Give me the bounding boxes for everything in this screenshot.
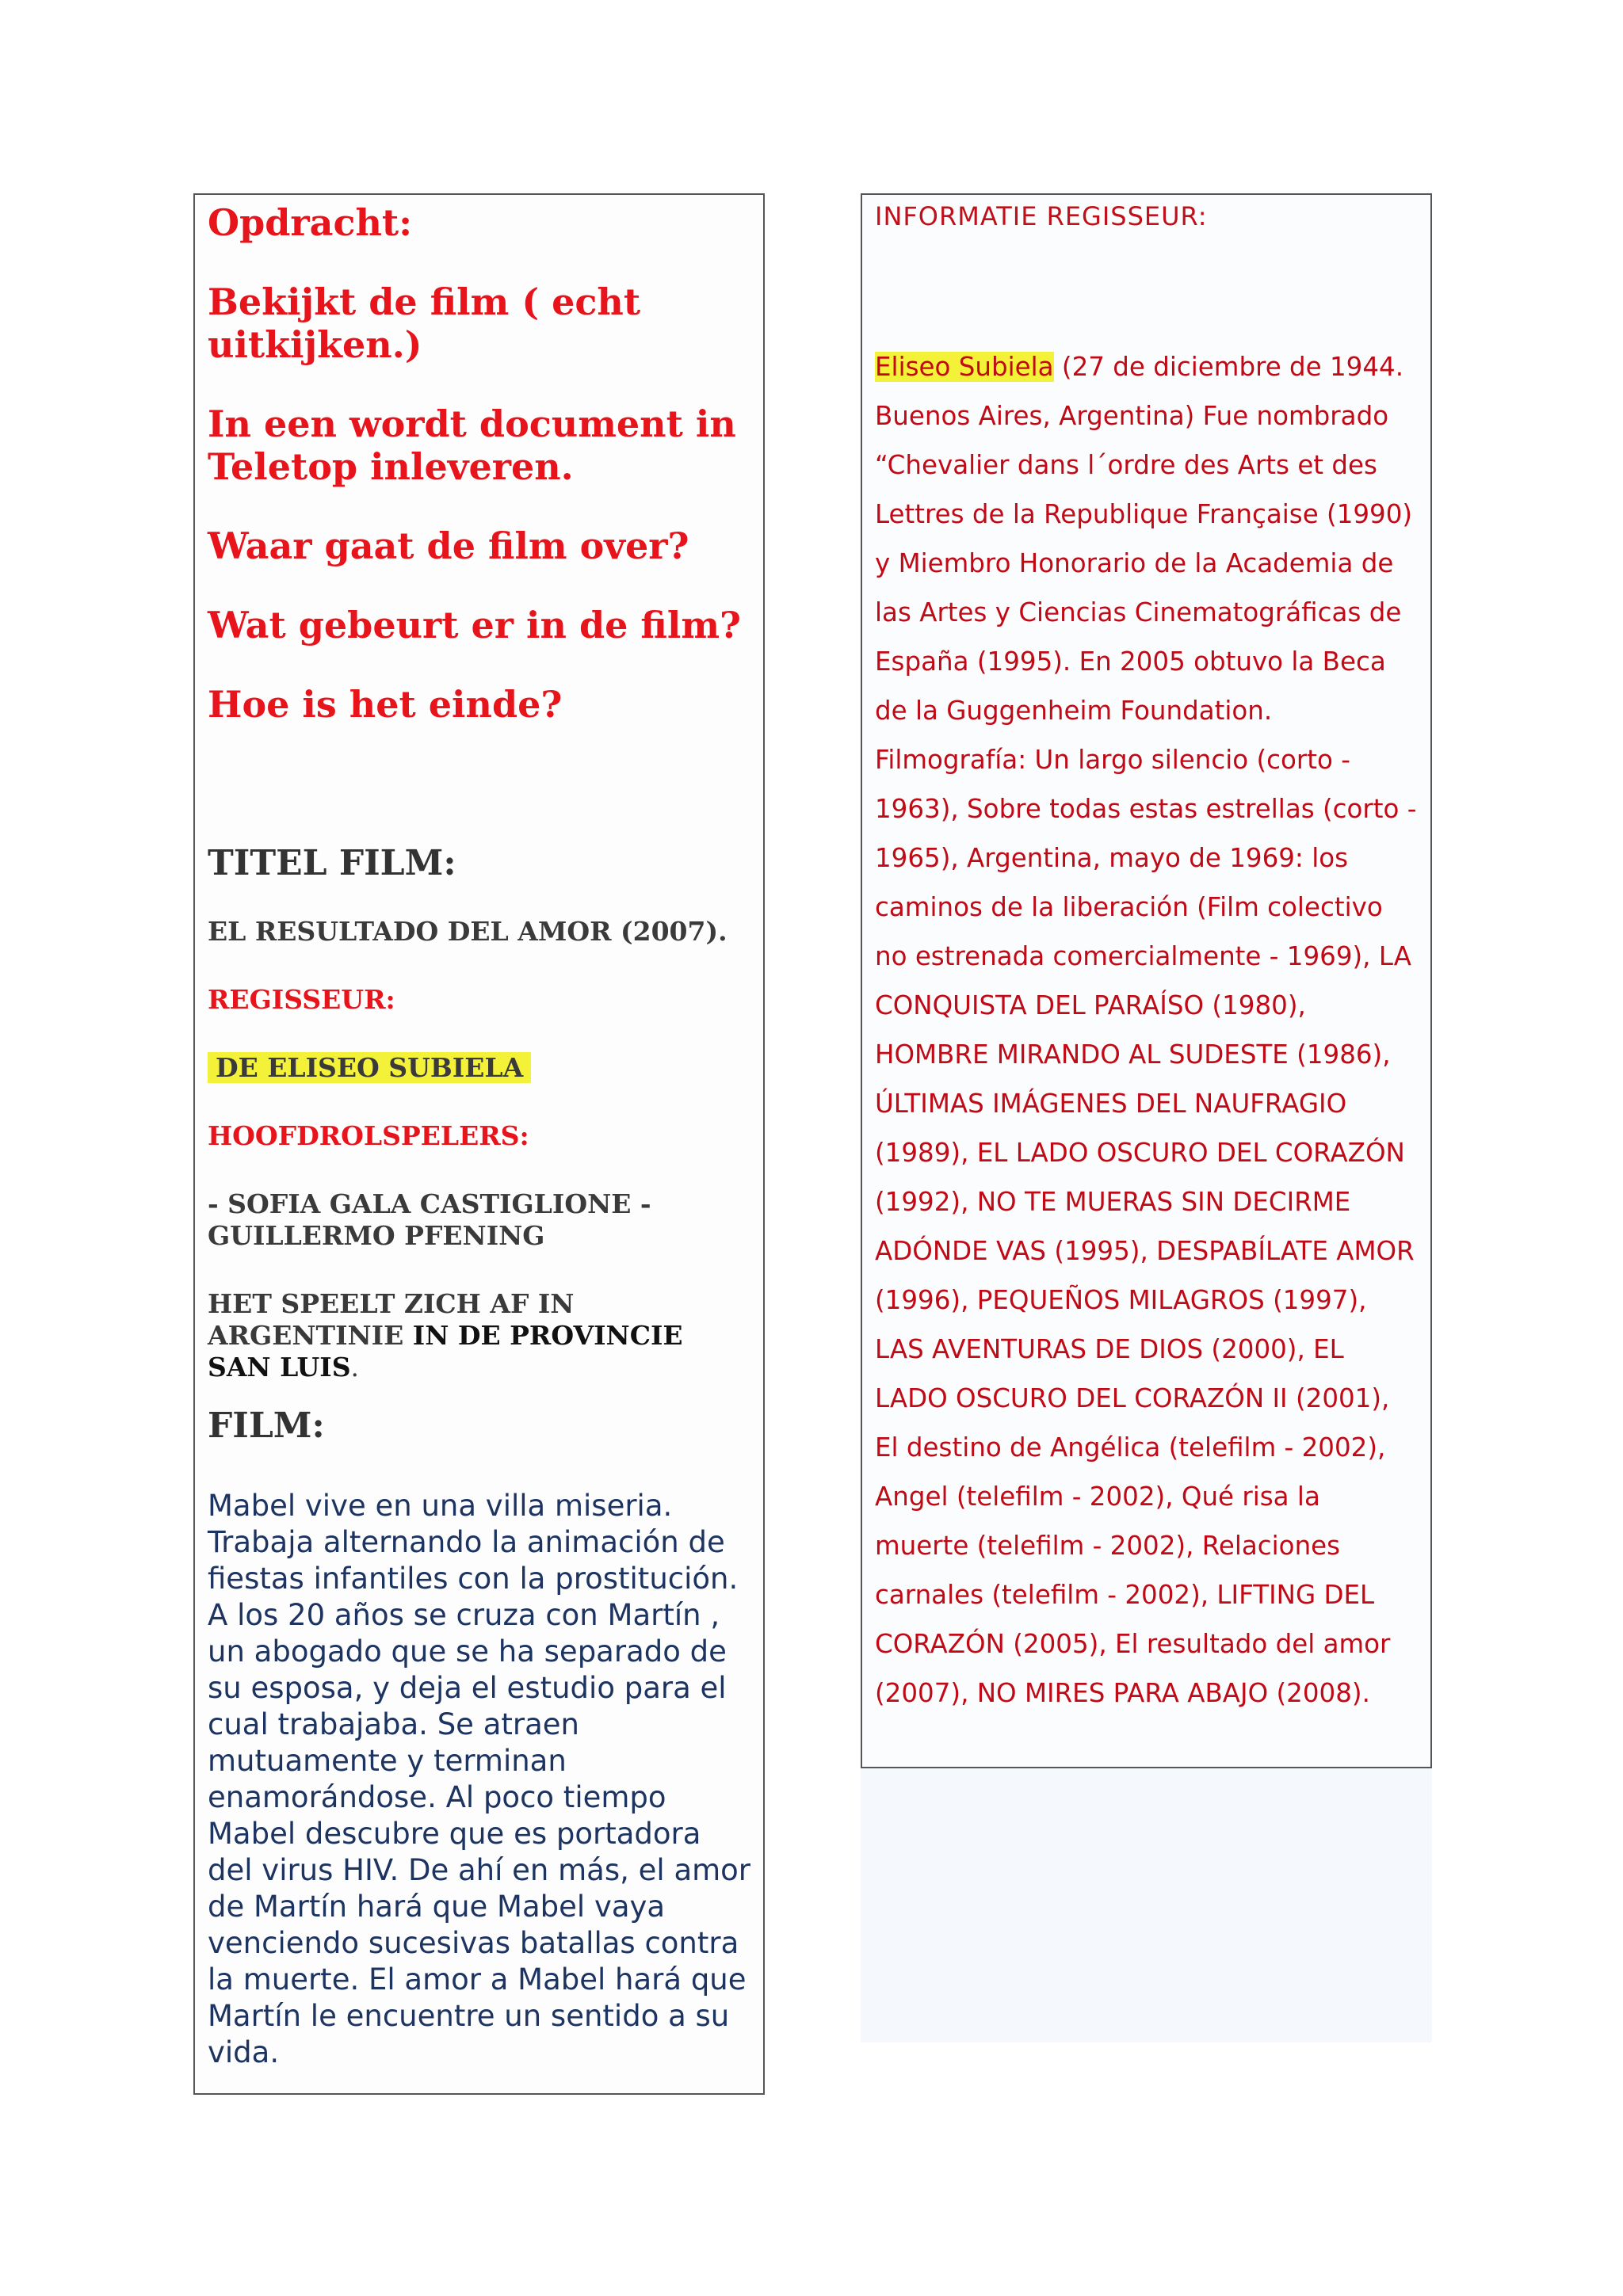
assignment-item: Hoe is het einde? — [208, 683, 563, 726]
assignment-item: Waar gaat de film over? — [208, 524, 689, 567]
column-shade — [861, 1768, 1432, 2042]
film-label: FILM: — [208, 1405, 325, 1446]
assignment-item: Wat gebeurt er in de film? — [208, 604, 741, 646]
actors-label: HOOFDROLSPELERS: — [208, 1120, 529, 1151]
film-title: EL RESULTADO DEL AMOR (2007). — [208, 916, 727, 947]
assignment-item: Bekijkt de film ( echt uitkijken.) — [208, 280, 641, 366]
director-info-title: INFORMATIE REGISSEUR: — [875, 201, 1208, 231]
bio-text: (27 de diciembre de 1944. Buenos Aires, Argentina) Fue nombrado “Chevalier dans l´ordre des Arts et des Lettres de la Republique Française (1990) y Miembro Honorario de la Academia de las Artes y Ciencias Cinematográficas de España (1995). En 2005 obtuvo la Beca de la Guggenheim Foundation. — [875, 352, 1413, 726]
setting — [208, 1288, 750, 1383]
setting-end: . — [350, 1352, 360, 1383]
film-title-label: TITEL FILM: — [208, 843, 456, 883]
synopsis: Mabel vive en una villa miseria. Trabaja alternando la animación de fiestas infantiles con la prostitución. A los 20 años se cruza con Martín , un abogado que se ha separado de su esposa, y deja el estudio para el cual trabajaba. Se atraen mutuamente y terminan enamorándose. Al poco tiempo Mabel descubre que es portadora del virus HIV. De ahí en más, el amor de Martín hará que Mabel vaya venciendo sucesivas batallas contra la muerte. El amor a Mabel hará que Martín le encuentre un sentido a su vida. — [208, 1489, 751, 2069]
director-name: DE ELISEO SUBIELA — [208, 1052, 531, 1083]
director-line — [208, 1052, 750, 1084]
assignment-item: In een wordt document in Teletop inleveren. — [208, 402, 736, 488]
director-info-column — [861, 193, 1432, 1768]
actors: - SOFIA GALA CASTIGLIONE - GUILLERMO PFENING — [208, 1188, 651, 1251]
director-name-highlight: Eliseo Subiela — [875, 352, 1054, 382]
director-label: REGISSEUR: — [208, 984, 395, 1015]
filmography: Filmografía: Un largo silencio (corto - 1963), Sobre todas estas estrellas (corto - 1965), Argentina, mayo de 1969: los caminos de la liberación (Film colectivo no estrenada comercialmente - 1969), LA CONQUISTA DEL PARAÍSO (1980), HOMBRE MIRANDO AL SUDESTE (1986), ÚLTIMAS IMÁGENES DEL NAUFRAGIO (1989), EL LADO OSCURO DEL CORAZÓN (1992), NO TE MUERAS SIN DECIRME ADÓNDE VAS (1995), DESPABÍLATE AMOR (1996), PEQUEÑOS MILAGROS (1997), LAS AVENTURAS DE DIOS (2000), EL LADO OSCURO DEL CORAZÓN II (2001), El destino de Angélica (telefilm - 2002), Angel (telefilm - 2002), Qué risa la muerte (telefilm - 2002), Relaciones carnales (telefilm - 2002), LIFTING DEL CORAZÓN (2005), El resultado del amor (2007), NO MIRES PARA ABAJO (2008). — [875, 745, 1417, 1708]
assignment-title: Opdracht: — [208, 201, 413, 244]
director-bio — [875, 342, 1418, 735]
setting-country: HET SPEELT ZICH AF IN ARGENTINIE — [208, 1288, 575, 1351]
setting-province: IN DE PROVINCIE SAN LUIS — [208, 1320, 683, 1383]
assignment-column — [193, 193, 765, 2095]
